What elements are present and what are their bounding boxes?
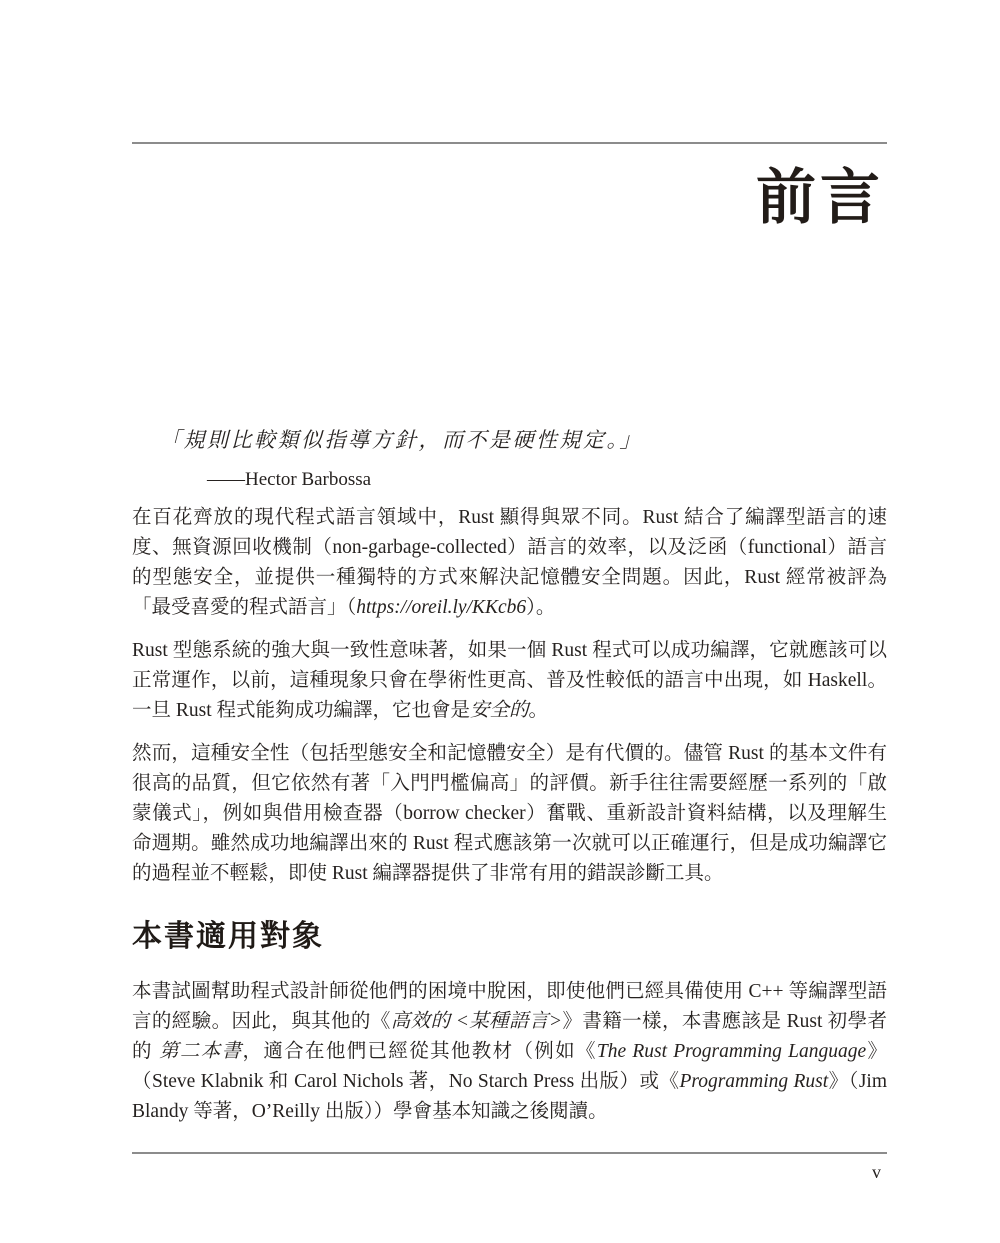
epigraph-quote: 「規則比較類似指導方針，而不是硬性規定。」	[160, 428, 643, 452]
text-run: 》書籍一樣，本書應該是 Rust 初學者的	[132, 1011, 887, 1062]
text-run: 》（Steve Klabnik 和 Carol Nichols 著，No Starch Press 出版）或《	[132, 1041, 887, 1092]
text-run: 本書試圖幫助程式設計師從他們的困境中脫困，即使他們已經具備使用 C++ 等編譯型語言的經驗。因此，與其他的《	[132, 981, 887, 1032]
epigraph	[160, 426, 860, 492]
paragraph-intro-3	[132, 739, 887, 889]
text-run: Programming Rust	[679, 1071, 829, 1092]
body-text-column	[132, 503, 887, 1127]
header-rule	[132, 142, 887, 144]
text-run: The Rust Programming Language	[596, 1041, 867, 1062]
paragraph-audience-1	[132, 977, 887, 1127]
epigraph-attribution: ——Hector Barbossa	[207, 469, 372, 490]
text-run: 》（Jim Blandy 等著，O’Reilly 出版））學會基本知識之後閱讀。	[132, 1071, 887, 1122]
text-run: ）。	[526, 597, 556, 618]
text-run: 。	[528, 700, 549, 721]
paragraph-intro-1	[132, 503, 887, 623]
text-run: 第二本書	[159, 1041, 243, 1062]
chapter-title: 前言	[756, 164, 884, 231]
page-number: v	[872, 1162, 881, 1182]
text-run: 在百花齊放的現代程式語言領域中，Rust 顯得與眾不同。Rust 結合了編譯型語言的速度、無資源回收機制（non-garbage-collected）語言的效率，以及泛函（functional）語言的型態安全，並提供一種獨特的方式來解決記憶體安全問題。因此，Rust 經常被評為「最受喜愛的程式語言」（	[132, 507, 887, 618]
text-run: 然而，這種安全性（包括型態安全和記憶體安全）是有代價的。儘管 Rust 的基本文件有很高的品質，但它依然有著「入門門檻偏高」的評價。新手往往需要經歷一系列的「啟蒙儀式」，例如與借用檢查器（borrow checker）奮戰、重新設計資料結構，以及理解生命週期。雖然成功地編譯出來的 Rust 程式應該第一次就可以正確運行，但是成功編譯它的過程並不輕鬆，即使 Rust 編譯器提供了非常有用的錯誤診斷工具。	[132, 743, 887, 884]
text-run: Rust 型態系統的強大與一致性意味著，如果一個 Rust 程式可以成功編譯，它就應該可以正常運作，以前，這種現象只會在學術性更高、普及性較低的語言中出現，如 Haskell。一旦 Rust 程式能夠成功編譯，它也會是	[132, 640, 887, 721]
paragraph-intro-2	[132, 636, 887, 726]
section-heading-audience: 本書適用對象	[132, 920, 324, 953]
text-run: 高效的 <某種語言>	[390, 1011, 563, 1032]
text-run: ，適合在他們已經從其他教材（例如《	[242, 1041, 597, 1062]
footer-rule	[132, 1152, 887, 1154]
text-run: 安全的	[470, 700, 529, 721]
text-run: https://oreil.ly/KKcb6	[356, 597, 527, 618]
